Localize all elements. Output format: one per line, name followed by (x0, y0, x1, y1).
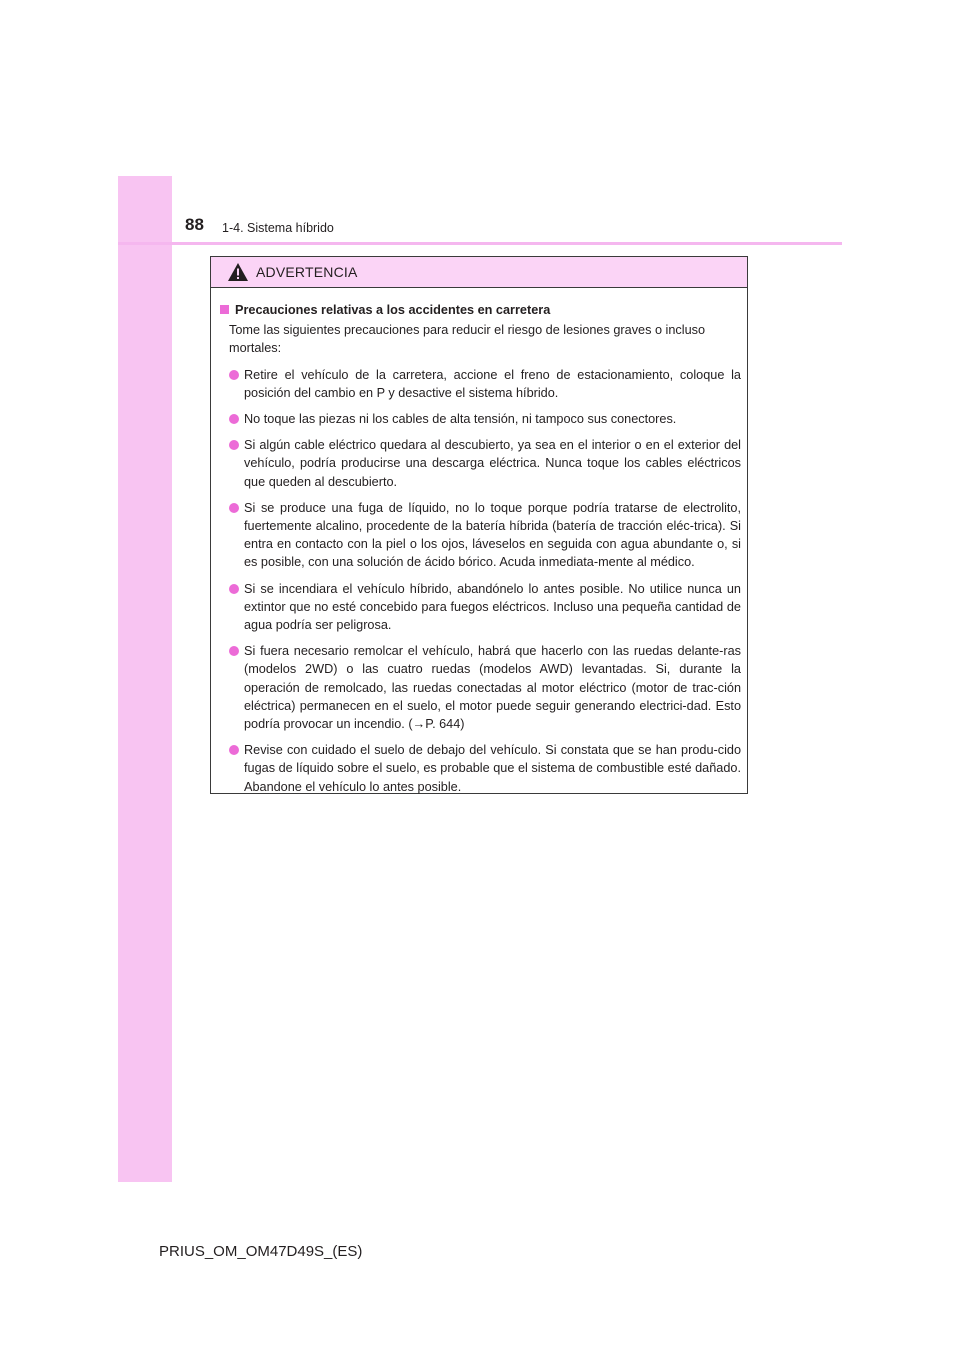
warning-label: ADVERTENCIA (256, 264, 358, 280)
circle-bullet-icon (229, 503, 239, 513)
list-item-text: Si se incendiara el vehículo híbrido, abandónelo lo antes posible. No utilice nunca un extintor que no esté concebido para fuegos eléctricos. Incluso una pequeña cantidad de agua podría ser peligrosa. (244, 581, 741, 633)
document-code: PRIUS_OM_OM47D49S_(ES) (159, 1243, 363, 1260)
list-item-text: Revise con cuidado el suelo de debajo del vehículo. Si constata que se han produ-cido fugas de líquido sobre el suelo, es probable que el sistema de combustible esté dañado. Abandone el vehículo lo antes posible. (244, 743, 741, 794)
circle-bullet-icon (229, 745, 239, 755)
warning-body (211, 288, 747, 796)
warning-heading (220, 301, 741, 319)
header-rule (118, 242, 842, 245)
circle-bullet-icon (229, 370, 239, 380)
list-item-text: Si fuera necesario remolcar el vehículo, habrá que hacerlo con las ruedas delante-ras (modelos 2WD) o las cuatro ruedas (modelos AWD) levantadas. Si, durante la operación de remolcado, las ruedas conectadas al motor eléctrico (motor de trac-ción eléctrica) permanecen en el suelo, el motor puede seguir generando electrici-dad. Esto podría provocar un incendio. (→P. 644) (244, 644, 741, 732)
list-item-text: Si algún cable eléctrico quedara al descubierto, ya sea en el interior o en el exterior del vehículo, podría producirse una descarga eléctrica. Nunca toque los cables eléctricos que queden al descubierto. (244, 438, 741, 489)
list-item-text: Retire el vehículo de la carretera, accione el freno de estacionamiento, coloque la posición del cambio en P y desactive el sistema híbrido. (244, 367, 741, 400)
list-item (220, 580, 741, 635)
section-title: 1-4. Sistema híbrido (222, 221, 334, 235)
warning-triangle-icon (227, 262, 249, 282)
page-number: 88 (185, 215, 204, 234)
circle-bullet-icon (229, 414, 239, 424)
list-item (220, 410, 741, 428)
circle-bullet-icon (229, 584, 239, 594)
list-item (220, 436, 741, 491)
warning-header (211, 257, 747, 288)
list-item (220, 642, 741, 733)
side-margin-band (118, 176, 172, 1182)
warning-box (210, 256, 748, 794)
circle-bullet-icon (229, 646, 239, 656)
list-item-text: No toque las piezas ni los cables de alta tensión, ni tampoco sus conectores. (244, 412, 677, 427)
warning-heading-text: Precauciones relativas a los accidentes en carretera (235, 303, 551, 317)
square-bullet-icon (220, 305, 229, 314)
list-item (220, 366, 741, 402)
list-item (220, 741, 741, 796)
list-item-text: Si se produce una fuga de líquido, no lo toque porque podría tratarse de electrolito, fuertemente alcalino, procedente de la batería híbrida (batería de tracción eléc-trica). Si entra en contacto con la piel o los ojos, láveselos en seguida con agua abundante o, si es posible, con una solución de ácido bórico. Acuda inmediata-mente al médico. (244, 500, 741, 570)
warning-intro: Tome las siguientes precauciones para reducir el riesgo de lesiones graves o incluso mortales: (229, 323, 706, 356)
list-item (220, 499, 741, 572)
circle-bullet-icon (229, 440, 239, 450)
